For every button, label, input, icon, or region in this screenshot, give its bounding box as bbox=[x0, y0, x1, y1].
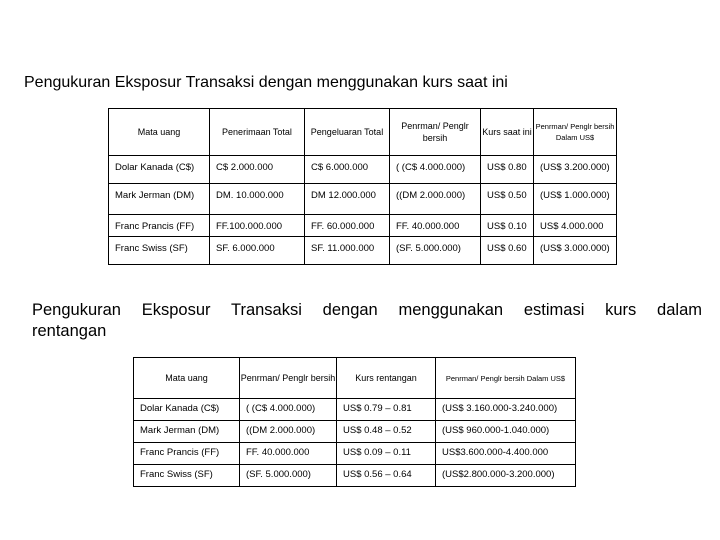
header-rate-range: Kurs rentangan bbox=[337, 358, 436, 399]
header-currency: Mata uang bbox=[109, 109, 210, 156]
cell-payments: C$ 6.000.000 bbox=[305, 156, 390, 184]
header-net-position-usd: Penrman/ Penglr bersih Dalam US$ bbox=[436, 358, 576, 399]
section-title-line-1: Pengukuran Eksposur Transaksi dengan menggunakan estimasi kurs dalam bbox=[32, 301, 702, 319]
cell-net: (SF. 5.000.000) bbox=[390, 237, 481, 265]
cell-net-usd: (US$ 3.200.000) bbox=[534, 156, 617, 184]
cell-rate-range: US$ 0.56 – 0.64 bbox=[337, 465, 436, 487]
cell-receipts: FF.100.000.000 bbox=[210, 215, 305, 237]
cell-payments: FF. 60.000.000 bbox=[305, 215, 390, 237]
table-row bbox=[134, 465, 576, 487]
table-row bbox=[134, 421, 576, 443]
cell-receipts: C$ 2.000.000 bbox=[210, 156, 305, 184]
cell-net-usd: (US$ 1.000.000) bbox=[534, 184, 617, 215]
cell-currency: Dolar Kanada (C$) bbox=[134, 399, 240, 421]
cell-net-usd: US$ 4.000.000 bbox=[534, 215, 617, 237]
cell-net: ((DM 2.000.000) bbox=[390, 184, 481, 215]
table-row bbox=[109, 156, 617, 184]
current-rate-exposure-table bbox=[108, 108, 617, 265]
cell-net-usd-range: US$3.600.000-4.400.000 bbox=[436, 443, 576, 465]
cell-rate: US$ 0.60 bbox=[481, 237, 534, 265]
header-current-rate: Kurs saat ini bbox=[481, 109, 534, 156]
cell-rate: US$ 0.10 bbox=[481, 215, 534, 237]
cell-net-usd-range: (US$ 960.000-1.040.000) bbox=[436, 421, 576, 443]
cell-currency: Franc Prancis (FF) bbox=[109, 215, 210, 237]
cell-net: FF. 40.000.000 bbox=[390, 215, 481, 237]
header-currency: Mata uang bbox=[134, 358, 240, 399]
range-rate-exposure-table bbox=[133, 357, 576, 487]
cell-rate-range: US$ 0.48 – 0.52 bbox=[337, 421, 436, 443]
cell-currency: Mark Jerman (DM) bbox=[134, 421, 240, 443]
section-title-range-rate bbox=[32, 300, 702, 342]
cell-net: (SF. 5.000.000) bbox=[240, 465, 337, 487]
section-title-line-2: rentangan bbox=[32, 322, 107, 340]
cell-net-usd-range: (US$ 3.160.000-3.240.000) bbox=[436, 399, 576, 421]
table-header-row bbox=[109, 109, 617, 156]
table-row bbox=[109, 184, 617, 215]
section-title-current-rate: Pengukuran Eksposur Transaksi dengan menggunakan kurs saat ini bbox=[24, 74, 508, 91]
header-total-receipts: Penerimaan Total bbox=[210, 109, 305, 156]
cell-currency: Dolar Kanada (C$) bbox=[109, 156, 210, 184]
cell-net: FF. 40.000.000 bbox=[240, 443, 337, 465]
header-net-position-usd: Penrman/ Penglr bersih Dalam US$ bbox=[534, 109, 617, 156]
cell-rate: US$ 0.50 bbox=[481, 184, 534, 215]
cell-rate-range: US$ 0.09 – 0.11 bbox=[337, 443, 436, 465]
cell-payments: DM 12.000.000 bbox=[305, 184, 390, 215]
table-row bbox=[109, 215, 617, 237]
cell-receipts: DM. 10.000.000 bbox=[210, 184, 305, 215]
cell-net: ((DM 2.000.000) bbox=[240, 421, 337, 443]
cell-payments: SF. 11.000.000 bbox=[305, 237, 390, 265]
table-row bbox=[109, 237, 617, 265]
cell-rate: US$ 0.80 bbox=[481, 156, 534, 184]
cell-receipts: SF. 6.000.000 bbox=[210, 237, 305, 265]
table-header-row bbox=[134, 358, 576, 399]
cell-currency: Franc Swiss (SF) bbox=[134, 465, 240, 487]
header-net-position: Penrman/ Penglr bersih bbox=[390, 109, 481, 156]
header-net-position: Penrman/ Penglr bersih bbox=[240, 358, 337, 399]
cell-currency: Franc Swiss (SF) bbox=[109, 237, 210, 265]
cell-net: ( (C$ 4.000.000) bbox=[390, 156, 481, 184]
cell-net: ( (C$ 4.000.000) bbox=[240, 399, 337, 421]
cell-rate-range: US$ 0.79 – 0.81 bbox=[337, 399, 436, 421]
cell-net-usd-range: (US$2.800.000-3.200.000) bbox=[436, 465, 576, 487]
cell-currency: Mark Jerman (DM) bbox=[109, 184, 210, 215]
header-total-payments: Pengeluaran Total bbox=[305, 109, 390, 156]
table-row bbox=[134, 443, 576, 465]
cell-currency: Franc Prancis (FF) bbox=[134, 443, 240, 465]
cell-net-usd: (US$ 3.000.000) bbox=[534, 237, 617, 265]
table-row bbox=[134, 399, 576, 421]
